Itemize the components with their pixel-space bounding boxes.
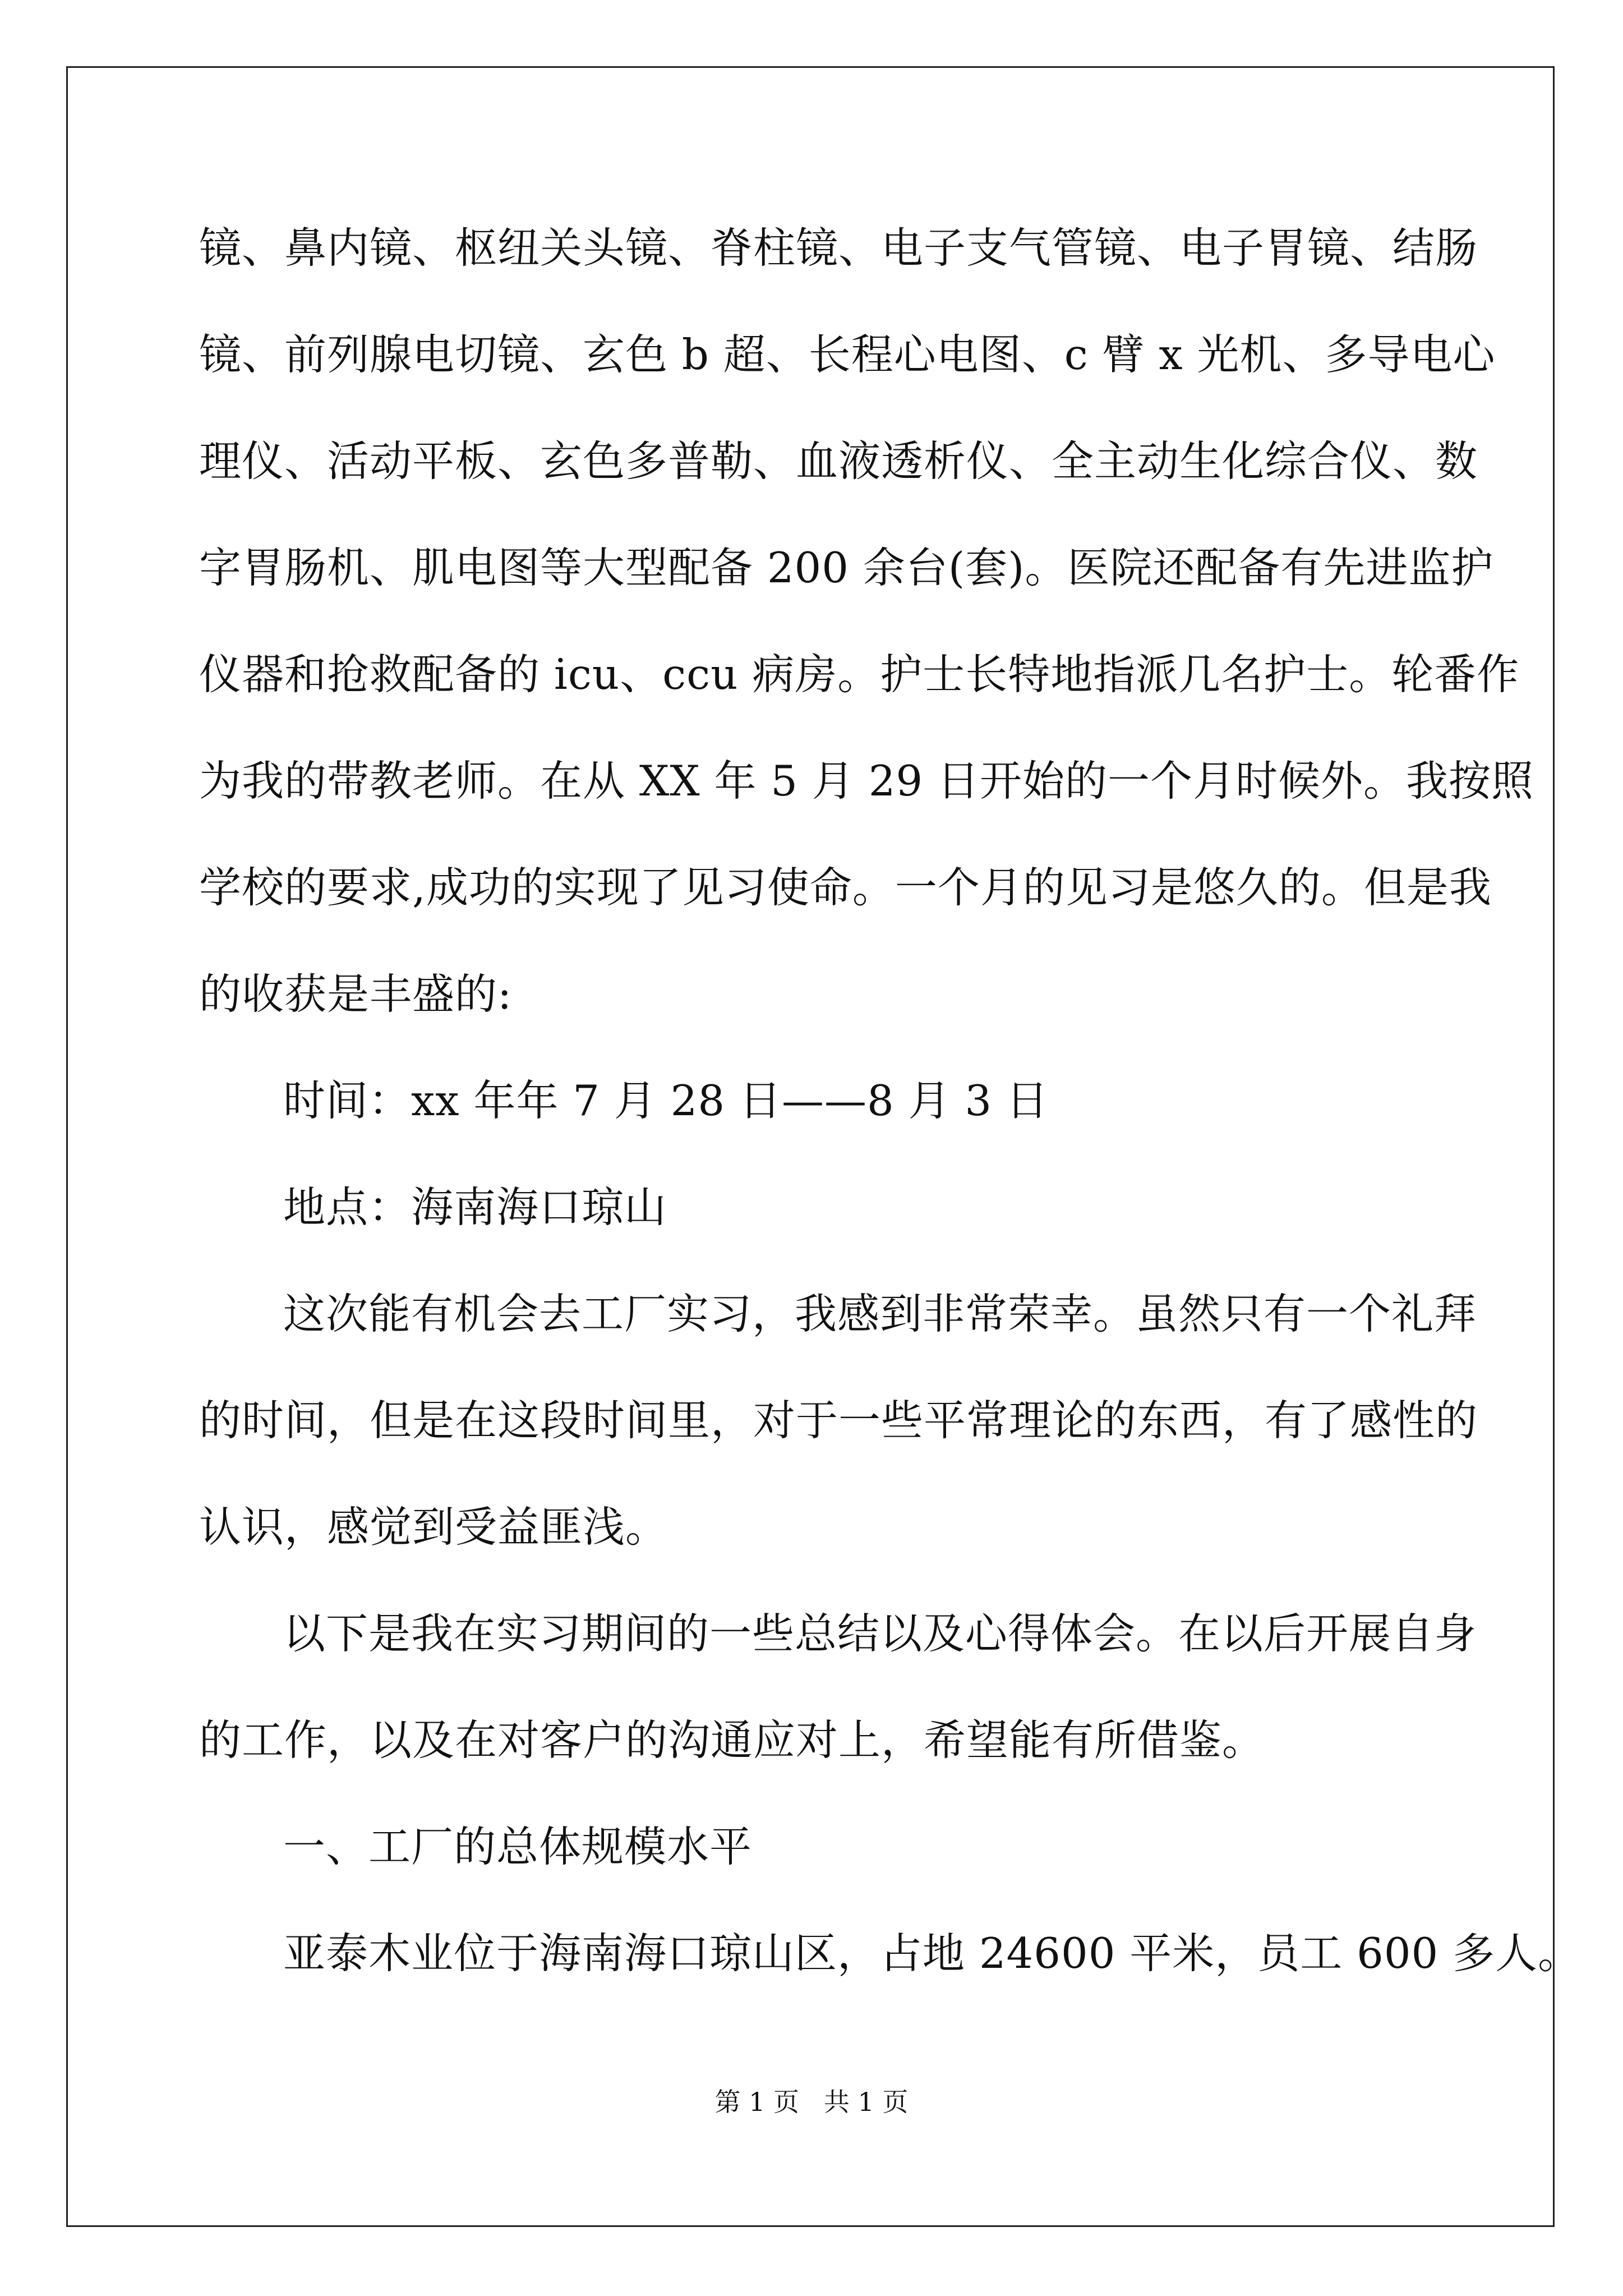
text-line: 理仪、活动平板、玄色多普勒、血液透析仪、全主动生化综合仪、数 xyxy=(199,436,1478,486)
text-line: 以下是我在实习期间的一些总结以及心得体会。在以后开展自身 xyxy=(283,1609,1477,1658)
text-line: 仪器和抢救配备的 icu、ccu 病房。护士长特地指派几名护士。轮番作 xyxy=(199,650,1520,699)
text-line: 镜、鼻内镜、枢纽关头镜、脊柱镜、电子支气管镜、电子胃镜、结肠 xyxy=(199,223,1478,273)
time-line: 时间：xx 年年 7 月 28 日——8 月 3 日 xyxy=(283,1076,1049,1125)
location-line: 地点：海南海口琼山 xyxy=(283,1182,667,1232)
text-line: 学校的要求,成功的实现了见习使命。一个月的见习是悠久的。但是我 xyxy=(199,863,1492,912)
text-line: 亚泰木业位于海南海口琼山区，占地 24600 平米，员工 600 多人。 xyxy=(283,1929,1581,1978)
text-line: 的工作，以及在对客户的沟通应对上，希望能有所借鉴。 xyxy=(199,1715,1265,1765)
section-heading: 一、工厂的总体规模水平 xyxy=(283,1822,753,1871)
page-footer: 第 1 页 共 1 页 xyxy=(714,2087,909,2117)
page-border xyxy=(66,66,1555,2227)
text-line: 认识，感觉到受益匪浅。 xyxy=(199,1502,668,1552)
text-line: 的时间，但是在这段时间里，对于一些平常理论的东西，有了感性的 xyxy=(199,1396,1478,1445)
text-line: 这次能有机会去工厂实习，我感到非常荣幸。虽然只有一个礼拜 xyxy=(283,1289,1477,1338)
text-line: 的收获是丰盛的: xyxy=(199,969,513,1019)
text-line: 为我的带教老师。在从 XX 年 5 月 29 日开始的一个月时候外。我按照 xyxy=(199,756,1534,806)
text-line: 字胃肠机、肌电图等大型配备 200 余台(套)。医院还配备有先进监护 xyxy=(199,543,1494,592)
text-line: 镜、前列腺电切镜、玄色 b 超、长程心电图、c 臂 x 光机、多导电心 xyxy=(199,330,1496,379)
